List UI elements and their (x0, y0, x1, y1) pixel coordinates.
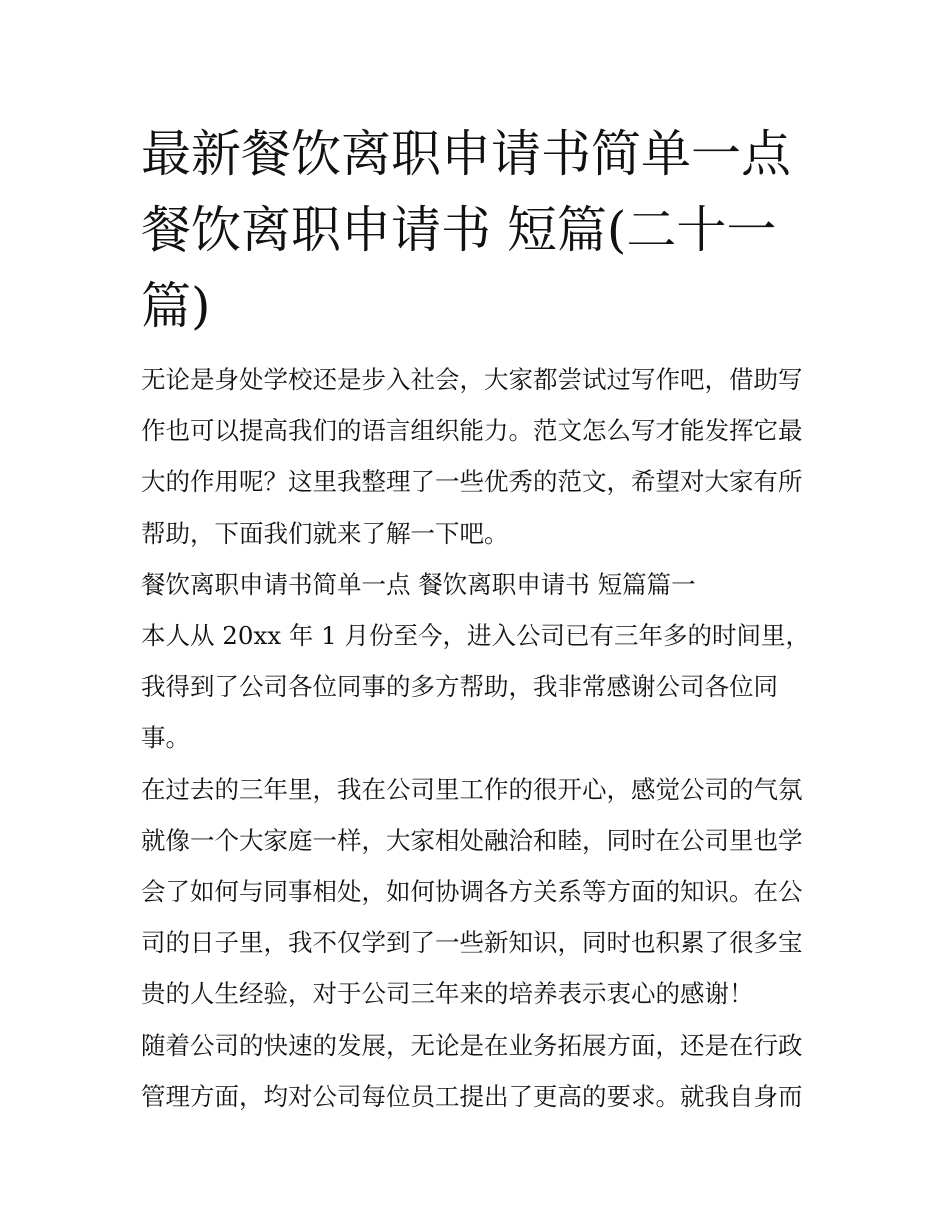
intro-paragraph (141, 354, 813, 559)
text-line: 作也可以提高我们的语言组织能力。范文怎么写才能发挥它最 (141, 416, 803, 446)
text-line: 大的作用呢？这里我整理了一些优秀的范文，希望对大家有所 (141, 467, 803, 497)
title-line: 最新餐饮离职申请书简单一点 (141, 125, 791, 183)
text-line: 无论是身处学校还是步入社会，大家都尝试过写作吧，借助写 (141, 365, 803, 394)
text-line: 贵的人生经验，对于公司三年来的培养表示衷心的感谢！ (141, 979, 754, 1009)
text-line: 随着公司的快速的发展，无论是在业务拓展方面，还是在行政 (141, 1030, 803, 1060)
text-line: 会了如何与同事相处，如何协调各方关系等方面的知识。在公 (141, 877, 803, 907)
text-line: 帮助，下面我们就来了解一下吧。 (141, 518, 509, 548)
text-line: 管理方面，均对公司每位员工提出了更高的要求。就我自身而 (141, 1081, 803, 1111)
text-line: 司的日子里，我不仅学到了一些新知识，同时也积累了很多宝 (141, 928, 803, 958)
text-line: 在过去的三年里，我在公司里工作的很开心，感觉公司的气氛 (141, 774, 803, 804)
body-paragraph (141, 764, 813, 1020)
text-line: 我得到了公司各位同事的多方帮助，我非常感谢公司各位同 (141, 672, 778, 702)
section-heading-text: 餐饮离职申请书简单一点 餐饮离职申请书 短篇篇一 (141, 569, 696, 599)
section-heading (141, 559, 813, 610)
document-title (141, 116, 813, 344)
text-line: 就像一个大家庭一样，大家相处融洽和睦，同时在公司里也学 (141, 825, 803, 855)
document-body (141, 354, 813, 1122)
title-line: 餐饮离职申请书 短篇(二十一 (141, 201, 777, 259)
title-line: 篇) (141, 277, 211, 335)
text-line: 本人从 20xx 年 1 月份至今，进入公司已有三年多的时间里， (141, 621, 811, 651)
text-line: 事。 (141, 723, 190, 753)
body-paragraph (141, 610, 813, 764)
body-paragraph (141, 1020, 813, 1122)
